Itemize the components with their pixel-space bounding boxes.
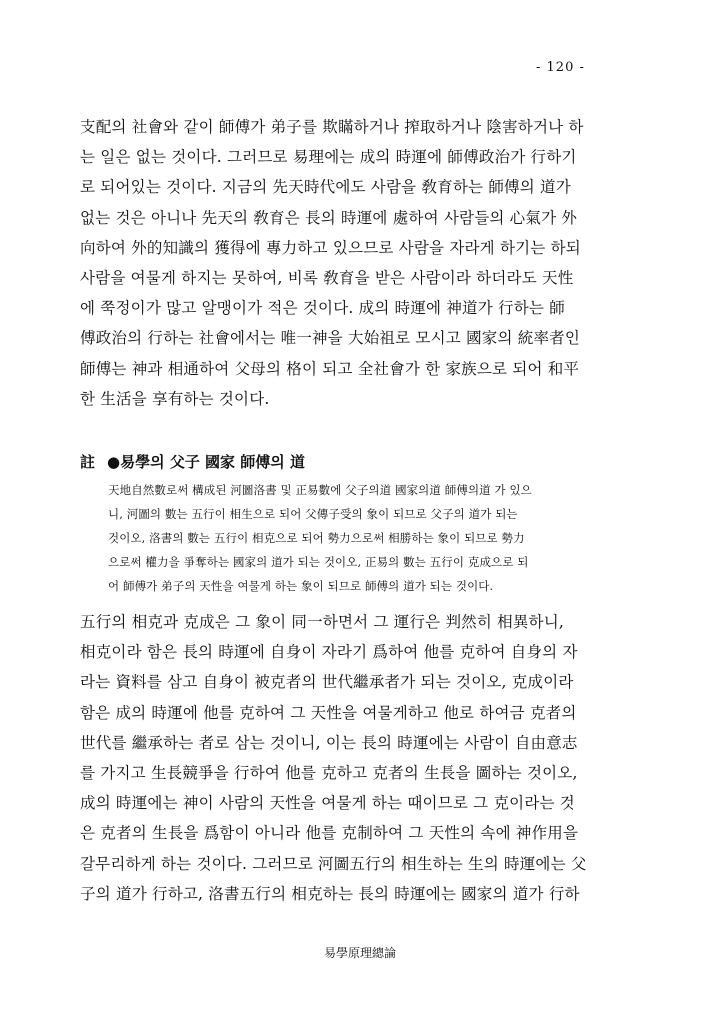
page-number: - 120 - bbox=[536, 60, 585, 75]
note-line: 天地自然數로써 構成된 河圖洛書 및 正易數에 父子의道 國家의道 師傅의道 가 있으 bbox=[108, 483, 532, 497]
body-paragraph-1 bbox=[80, 112, 584, 414]
text-line: 師傅는 神과 相通하여 父母의 格이 되고 全社會가 한 家族으로 되어 和平 bbox=[80, 359, 580, 378]
text-line: 를 가지고 生長競爭을 行하여 他를 克하고 克者의 生長을 圖하는 것이오, bbox=[80, 763, 578, 782]
text-line: 成의 時運에는 神이 사람의 天性을 여물게 하는 때이므로 그 克이라는 것 bbox=[80, 794, 575, 813]
text-line: 없는 것은 아니나 先天의 敎育은 長의 時運에 處하여 사람들의 心氣가 外 bbox=[80, 208, 578, 227]
text-line: 함은 成의 時運에 他를 克하여 그 天性을 여물게하고 他로 하여금 克者의 bbox=[80, 703, 577, 722]
text-line: 은 克者의 生長을 爲함이 아니라 他를 克制하여 그 天性의 속에 神作用을 bbox=[80, 824, 579, 843]
text-line: 子의 道가 行하고, 洛書五行의 相克하는 長의 時運에는 國家의 道가 行하 bbox=[80, 884, 580, 903]
text-line: 支配의 社會와 같이 師傅가 弟子를 欺瞞하거나 搾取하거나 陰害하거나 하 bbox=[80, 118, 584, 136]
text-line: 사람을 여물게 하지는 못하여, 비록 敎育을 받은 사람이라 하더라도 天性 bbox=[80, 268, 574, 287]
text-line: 로 되어있는 것이다. 지금의 先天時代에도 사람을 敎育하는 師傅의 道가 bbox=[80, 178, 571, 197]
note-title: ●易學의 父子 國家 師傅의 道 bbox=[107, 453, 305, 471]
text-line: 는 일은 없는 것이다. 그러므로 易理에는 成의 時運에 師傅政治가 行하기 bbox=[80, 148, 577, 167]
text-line: 世代를 繼承하는 者로 삼는 것이니, 이는 長의 時運에는 사람이 自由意志 bbox=[80, 733, 578, 752]
note-line: 것이오, 洛書의 數는 五行이 相克으로 되어 勢力으로써 相勝하는 象이 되므로 勢力 bbox=[108, 531, 525, 545]
note-body bbox=[108, 478, 532, 598]
body-paragraph-2 bbox=[80, 607, 587, 909]
text-line: 相克이라 함은 長의 時運에 自身이 자라기 爲하여 他를 克하여 自身의 자 bbox=[80, 643, 578, 662]
text-line: 에 쭉정이가 많고 알맹이가 적은 것이다. 成의 時運에 神道가 行하는 師 bbox=[80, 299, 565, 318]
text-line: 向하여 外的知識의 獲得에 專力하고 있으므로 사람을 자라게 하기는 하되 bbox=[80, 238, 581, 257]
text-line: 갈무리하게 하는 것이다. 그러므로 河圖五行의 相生하는 生의 時運에는 父 bbox=[80, 854, 587, 873]
note-line: 으로써 權力을 爭奪하는 國家의 道가 되는 것이오, 正易의 數는 五行이 克成으로 되 bbox=[108, 555, 529, 569]
note-line: 어 師傅가 弟子의 天性을 여물게 하는 象이 되므로 師傅의 道가 되는 것이다. bbox=[108, 579, 494, 593]
text-line: 五行의 相克과 克成은 그 象이 同一하면서 그 運行은 判然히 相異하니, bbox=[80, 613, 565, 631]
text-line: 傅政治의 行하는 社會에서는 唯一神을 大始祖로 모시고 國家의 統率者인 bbox=[80, 329, 581, 348]
note-line: 니, 河圖의 數는 五行이 相生으로 되어 父傳子受의 象이 되므로 父子의 道가 되는 bbox=[108, 507, 518, 521]
text-line: 라는 資料를 삼고 自身이 被克者의 世代繼承者가 되는 것이오, 克成이라 bbox=[80, 673, 574, 692]
note-heading bbox=[80, 451, 305, 472]
page-footer: 易學原理總論 bbox=[323, 946, 396, 960]
text-line: 한 生活을 享有하는 것이다. bbox=[80, 389, 270, 408]
note-label: 註 bbox=[80, 453, 96, 471]
